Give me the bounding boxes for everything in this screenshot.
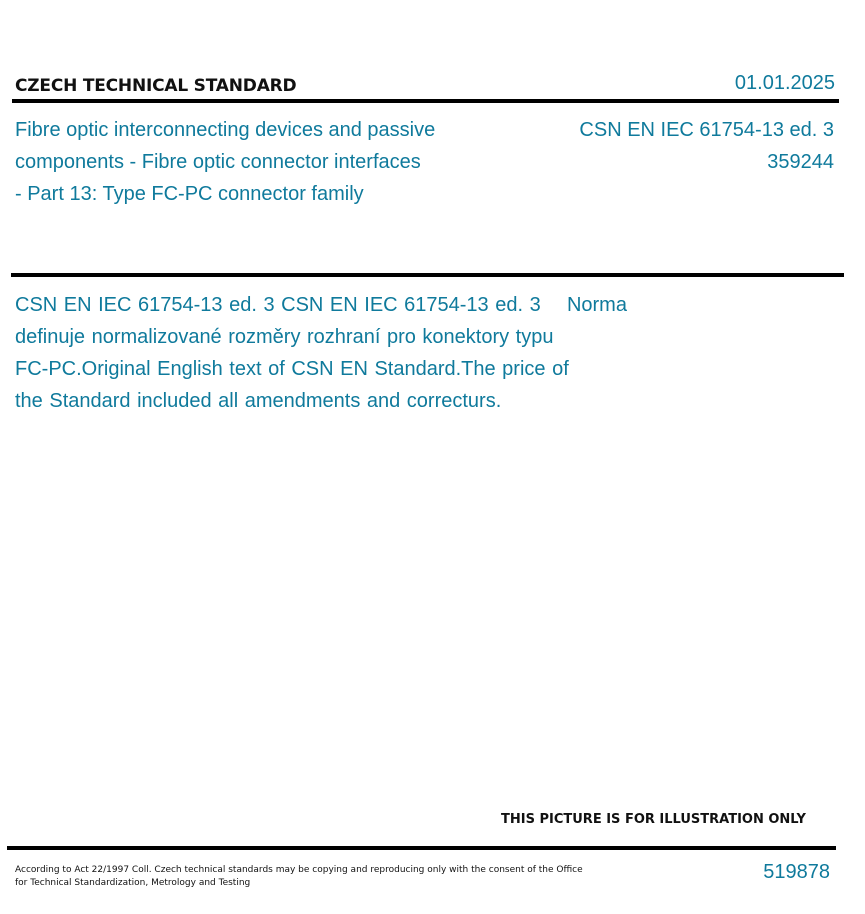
document-number: 519878	[763, 861, 830, 883]
issue-date: 01.01.2025	[734, 72, 835, 94]
description-line: definuje normalizované rozměry rozhraní pro konektory typu	[15, 326, 554, 348]
standard-description	[15, 289, 670, 417]
document-type-heading: CZECH TECHNICAL STANDARD	[15, 76, 297, 96]
standard-designation: CSN EN IEC 61754-13 ed. 3	[579, 119, 834, 141]
standard-reference	[579, 114, 834, 178]
legal-notice	[15, 864, 585, 890]
standard-title-line: Fibre optic interconnecting devices and passive	[15, 119, 436, 141]
footer-divider	[7, 846, 836, 850]
illustration-notice: THIS PICTURE IS FOR ILLUSTRATION ONLY	[501, 812, 806, 827]
section-divider	[11, 273, 844, 277]
description-line: CSN EN IEC 61754-13 ed. 3 CSN EN IEC 61754-13 ed. 3 Norma	[15, 294, 627, 316]
legal-line: According to Act 22/1997 Coll. Czech technical standards may be copying and reproducing only with the consent of the Office	[15, 865, 583, 875]
description-line: FC-PC.Original English text of CSN EN Standard.The price of	[15, 358, 569, 380]
header-divider	[12, 99, 839, 103]
catalog-number: 359244	[767, 151, 834, 173]
legal-line: for Technical Standardization, Metrology and Testing	[15, 878, 251, 888]
standard-title-line: components - Fibre optic connector interfaces	[15, 151, 421, 173]
standard-title	[15, 114, 495, 210]
description-line: the Standard included all amendments and correcturs.	[15, 390, 502, 412]
standard-title-line: - Part 13: Type FC-PC connector family	[15, 183, 364, 205]
